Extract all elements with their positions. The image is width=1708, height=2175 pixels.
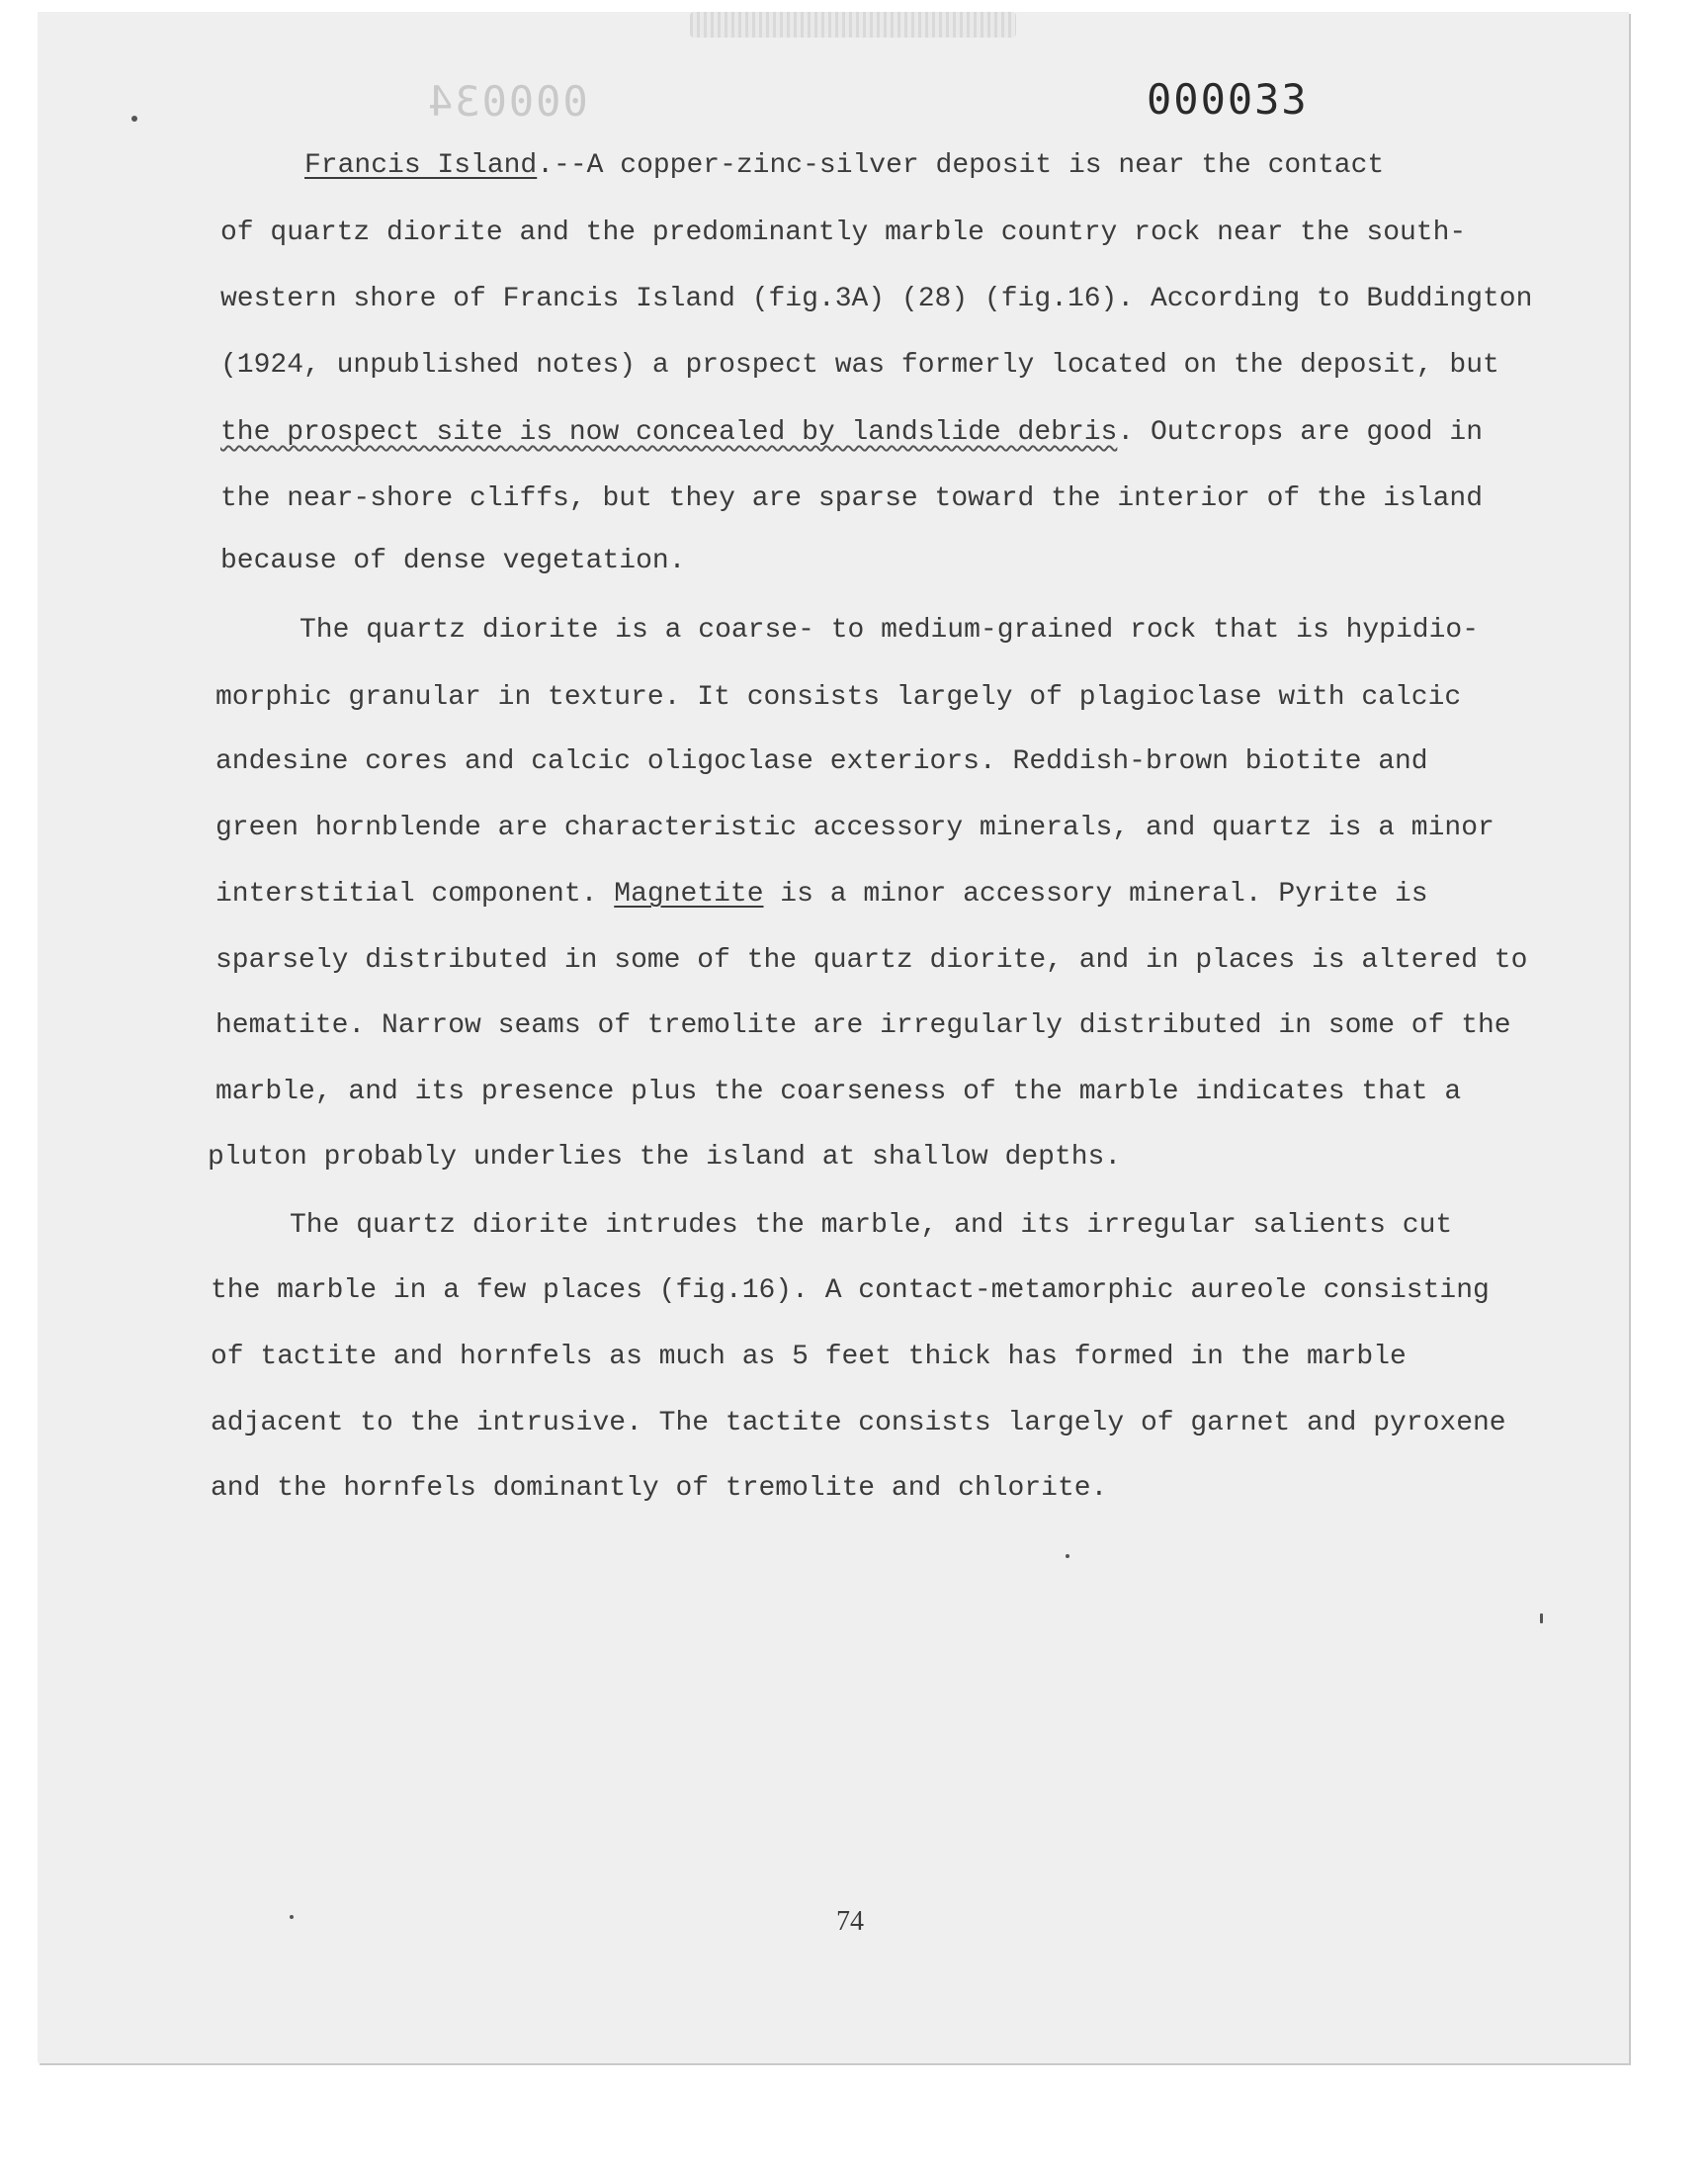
line-text: morphic granular in texture. It consists largely of plagioclase with calcic xyxy=(215,682,1462,713)
line-text: .--A copper-zinc-silver deposit is near the contact xyxy=(537,150,1385,181)
text-line-10 xyxy=(215,746,1428,777)
text-line-11 xyxy=(215,813,1494,843)
text-line-20 xyxy=(211,1408,1506,1438)
document-page xyxy=(38,12,1629,2063)
bleed-through-number: 000034 xyxy=(426,77,588,126)
underlined-text: Magnetite xyxy=(614,879,764,910)
line-text: the marble in a few places (fig.16). A contact-metamorphic aureole consisting xyxy=(211,1275,1490,1306)
line-text: marble, and its presence plus the coarseness of the marble indicates that a xyxy=(215,1077,1462,1107)
line-text: and the hornfels dominantly of tremolite and chlorite. xyxy=(211,1473,1108,1504)
line-text: . Outcrops are good in xyxy=(1117,417,1484,448)
scan-artifact xyxy=(690,12,1016,38)
line-text: adjacent to the intrusive. The tactite consists largely of garnet and pyroxene xyxy=(211,1408,1506,1438)
underlined-text: Francis Island xyxy=(304,150,538,181)
line-text: hematite. Narrow seams of tremolite are irregularly distributed in some of the xyxy=(215,1010,1511,1041)
text-line-4 xyxy=(220,350,1499,381)
text-line-6 xyxy=(220,483,1483,514)
page-stamp-number: 000033 xyxy=(1147,75,1309,124)
text-line-21 xyxy=(211,1473,1107,1504)
text-line-1 xyxy=(304,150,1384,181)
text-line-5 xyxy=(220,417,1483,448)
underlined-text: the prospect site is now concealed by landslide debris xyxy=(220,417,1118,448)
text-line-7 xyxy=(220,546,685,576)
text-line-16 xyxy=(208,1142,1121,1173)
text-line-9 xyxy=(215,682,1461,713)
line-text: andesine cores and calcic oligoclase exteriors. Reddish-brown biotite and xyxy=(215,746,1428,777)
line-text: because of dense vegetation. xyxy=(220,546,686,576)
scan-speck xyxy=(1066,1554,1069,1558)
footer-page-number: 74 xyxy=(836,1906,864,1937)
text-line-17 xyxy=(290,1210,1452,1241)
line-text: (1924, unpublished notes) a prospect was formerly located on the deposit, but xyxy=(220,350,1499,381)
line-text: green hornblende are characteristic accessory minerals, and quartz is a minor xyxy=(215,813,1494,843)
line-text: of tactite and hornfels as much as 5 feet thick has formed in the marble xyxy=(211,1342,1407,1372)
line-text: western shore of Francis Island (fig.3A) (28) (fig.16). According to Buddington xyxy=(220,284,1533,314)
text-line-3 xyxy=(220,284,1532,314)
text-line-14 xyxy=(215,1010,1511,1041)
text-line-19 xyxy=(211,1342,1407,1372)
line-text: pluton probably underlies the island at shallow depths. xyxy=(208,1142,1122,1173)
text-line-18 xyxy=(211,1275,1490,1306)
text-line-13 xyxy=(215,945,1527,976)
line-text: sparsely distributed in some of the quartz diorite, and in places is altered to xyxy=(215,945,1528,976)
line-text: The quartz diorite is a coarse- to medium-grained rock that is hypidio- xyxy=(299,615,1479,646)
text-line-2 xyxy=(220,218,1466,248)
line-text: interstitial component. xyxy=(215,879,615,910)
scan-speck xyxy=(1540,1613,1543,1623)
line-text: The quartz diorite intrudes the marble, and its irregular salients cut xyxy=(290,1210,1453,1241)
line-text: is a minor accessory mineral. Pyrite is xyxy=(763,879,1428,910)
text-line-12 xyxy=(215,879,1428,910)
text-line-15 xyxy=(215,1077,1461,1107)
scan-speck xyxy=(290,1915,294,1919)
scan-speck xyxy=(131,116,137,122)
line-text: of quartz diorite and the predominantly marble country rock near the south- xyxy=(220,218,1467,248)
text-line-8 xyxy=(299,615,1479,646)
line-text: the near-shore cliffs, but they are sparse toward the interior of the island xyxy=(220,483,1484,514)
